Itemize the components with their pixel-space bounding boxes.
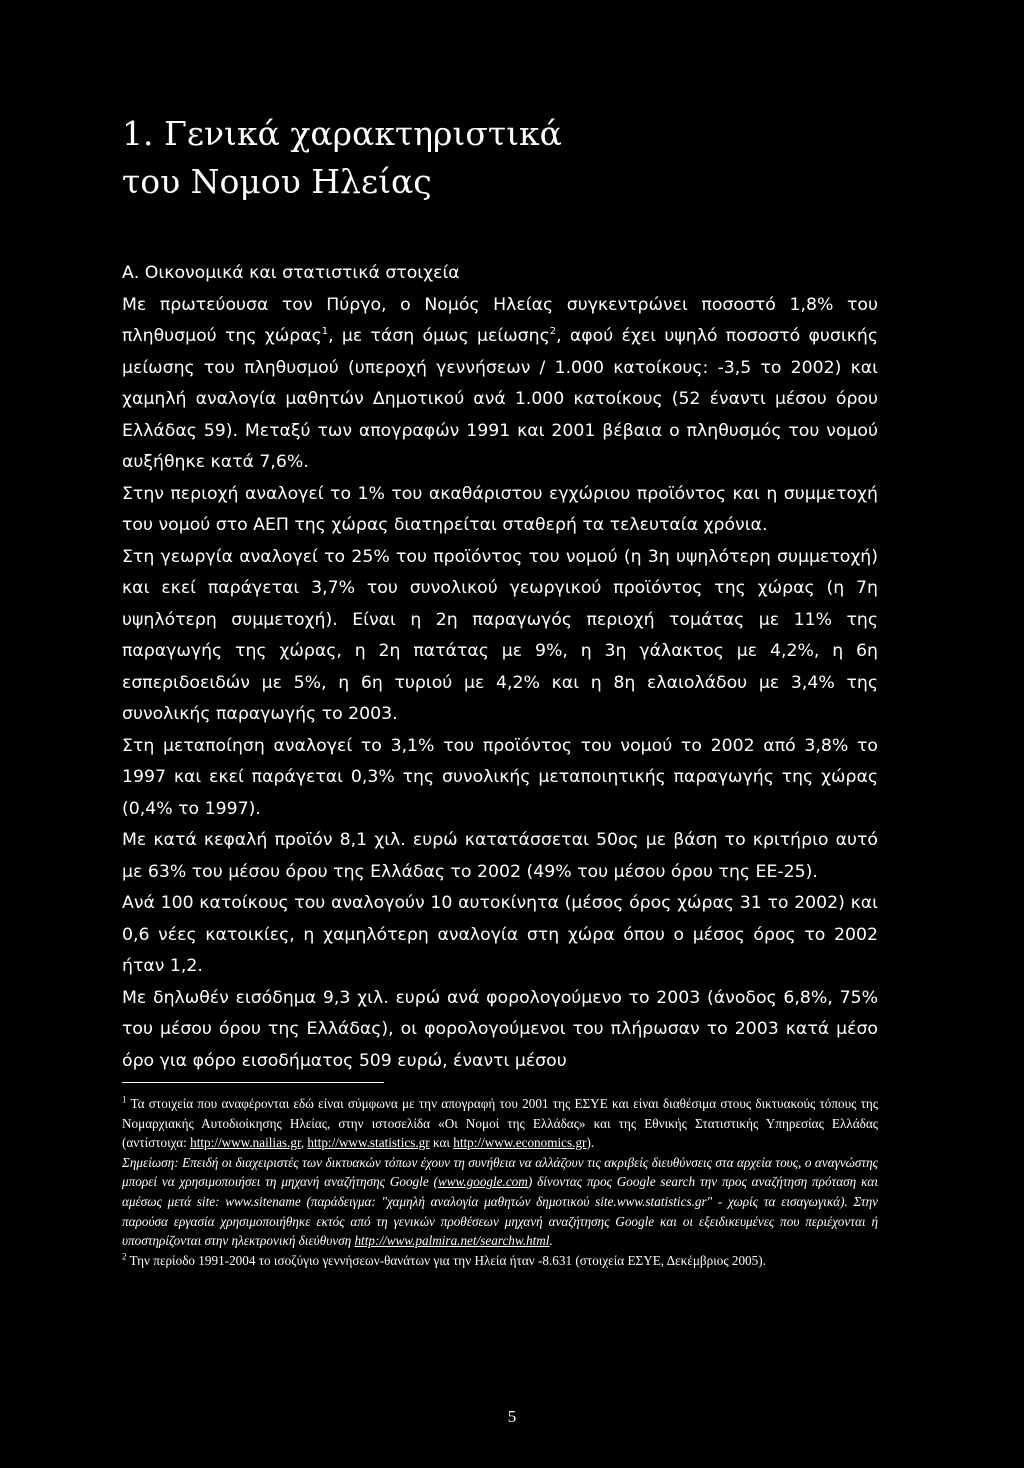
footnote-note-end: .: [549, 1233, 553, 1249]
paragraph-population: [122, 290, 878, 479]
paragraph-cars-housing: Ανά 100 κατοίκους του αναλογούν 10 αυτοκίνητα (μέσος όρος χώρας 31 το 2002) και 0,6 νέες κατοικίες, η χαμηλότερη αναλογία στη χώρα όπου ο μέσος όρος το 2002 ήταν 1,2.: [122, 893, 878, 976]
body-text: [122, 258, 878, 1077]
paragraph-manufacturing: Στη μεταποίηση αναλογεί το 3,1% του προϊόντος του νομού το 2002 από 3,8% το 1997 και εκεί παράγεται 0,3% της συνολικής μεταποιητικής παραγωγής της χώρας (0,4% το 1997).: [122, 735, 878, 819]
footnote-2-number: 2: [122, 1251, 127, 1262]
page-number: 5: [507, 1407, 517, 1426]
footnote-2: [122, 1251, 878, 1271]
link-google[interactable]: www.google.com: [437, 1174, 528, 1190]
footnote-ref-2[interactable]: 2: [549, 326, 557, 338]
footnote-note-part-2: ) δίνοντας προς Google search την προς αναζήτηση πρόταση και αμέσως μετά site: www.sitename (παράδειγμα: "χαμηλή αναλογία μαθητών δημοτικού site.www.statistics.gr" - χωρίς τα εισαγωγικά). Στην παρούσα εργασία χρησιμοποιήθηκε εκτός από τη γενικών προθέσεων μηχανή αναζήτησης Google και οι εξειδικευμένες που περιέχονται ή υποστηρίζονται στην ηλεκτρονική διεύθυνση: [122, 1174, 878, 1249]
footnote-note-part-1: Σημείωση: Επειδή οι διαχειριστές των δικτυακών τόπων έχουν τη συνήθεια να αλλάζουν τις ακριβείς διευθύνσεις στα αρχεία τους, ο αναγνώστης μπορεί να χρησιμοποιήσει τη μηχανή αναζήτησης Google (: [122, 1154, 878, 1190]
footnote-1: [122, 1094, 878, 1153]
paragraph-population-part-3: , αφού έχει υψηλό ποσοστό φυσικής μείωσης του πληθυσμού (υπεροχή γεννήσεων / 1.000 κατοίκους: -3,5 το 2002) και χαμηλή αναλογία μαθητών Δημοτικού ανά 1.000 κατοίκους (52 έναντι μέσου όρου Ελλάδας 59). Μεταξύ των απογραφών 1991 και 2001 βέβαια ο πληθυσμός του νομού αυξήθηκε κατά 7,6%.: [122, 326, 879, 472]
footnote-2-text: Την περίοδο 1991-2004 το ισοζύγιο γεννήσεων-θανάτων για την Ηλεία ήταν -8.631 (στοιχεία ΕΣΥΕ, Δεκέμβριος 2005).: [126, 1252, 766, 1268]
link-economics[interactable]: http://www.economics.gr: [453, 1135, 587, 1151]
footnote-1-end: ).: [586, 1135, 595, 1151]
footnote-1-number: 1: [122, 1094, 127, 1105]
footnote-divider: [122, 1082, 384, 1083]
footnote-1-sep-2: και: [429, 1135, 454, 1151]
chapter-title: [122, 110, 882, 206]
footnote-ref-1[interactable]: 1: [321, 326, 329, 338]
link-statistics[interactable]: http://www.statistics.gr: [307, 1135, 430, 1151]
link-nailias[interactable]: http://www.nailias.gr: [190, 1135, 301, 1151]
paragraph-income: Με δηλωθέν εισόδημα 9,3 χιλ. ευρώ ανά φορολογούμενο το 2003 (άνοδος 6,8%, 75% του μέσου όρου της Ελλάδας), οι φορολογούμενοι του πλήρωσαν το 2003 κατά μέσο όρο για φόρο εισοδήματος 509 ευρώ, έναντι μέσου: [122, 987, 878, 1071]
footnotes: [122, 1094, 878, 1270]
paragraph-gdp: Στην περιοχή αναλογεί το 1% του ακαθάριστου εγχώριου προϊόντος και η συμμετοχή του νομού στο ΑΕΠ της χώρας διατηρείται σταθερή τα τελευταία χρόνια.: [122, 483, 878, 535]
paragraph-population-part-1: Με πρωτεύουσα τον Πύργο, ο Νομός Ηλείας συγκεντρώνει ποσοστό 1,8% του πληθυσμού της χώρας: [122, 294, 878, 346]
link-palmira[interactable]: http://www.palmira.net/searchw.html: [354, 1233, 550, 1249]
footnote-1-text: Τα στοιχεία που αναφέρονται εδώ είναι σύμφωνα με την απογραφή του 2001 της ΕΣΥΕ και είναι διαθέσιμα στους δικτυακούς τόπους της Νομαρχιακής Αυτοδιοίκησης Ηλείας, στην ιστοσελίδα «Οι Νομοί της Ελλάδας» και της Εθνικής Στατιστικής Υπηρεσίας Ελλάδας (αντίστοιχα:: [122, 1096, 878, 1151]
section-heading: Α. Οικονομικά και στατιστικά στοιχεία: [122, 263, 460, 283]
chapter-title-line-2: του Νομου Ηλείας: [122, 162, 432, 201]
paragraph-agriculture: Στη γεωργία αναλογεί το 25% του προϊόντος του νομού (η 3η υψηλότερη συμμετοχή) και εκεί παράγεται 3,7% του συνολικού γεωργικού προϊόντος της χώρας (η 7η υψηλότερη συμμετοχή). Είναι η 2η παραγωγός περιοχή τομάτας με 11% της παραγωγής της χώρας, η 2η πατάτας με 9%, η 3η γάλακτος με 4,2%, η 6η εσπεριδοειδών με 5%, η 6η τυριού με 4,2% και η 8η ελαιολάδου με 3,4% της συνολικής παραγωγής το 2003.: [122, 546, 878, 724]
footnote-1-sep-1: ,: [300, 1135, 308, 1151]
paragraph-per-capita: Με κατά κεφαλή προϊόν 8,1 χιλ. ευρώ κατατάσσεται 50ος με βάση το κριτήριο αυτό με 63% του μέσου όρου της Ελλάδας το 2002 (49% του μέσου όρου της ΕΕ-25).: [122, 830, 878, 882]
chapter-title-line-1: 1. Γενικά χαρακτηριστικά: [122, 114, 562, 153]
footnote-note: [122, 1153, 878, 1251]
paragraph-population-part-2: , με τάση όμως μείωσης: [328, 326, 550, 346]
